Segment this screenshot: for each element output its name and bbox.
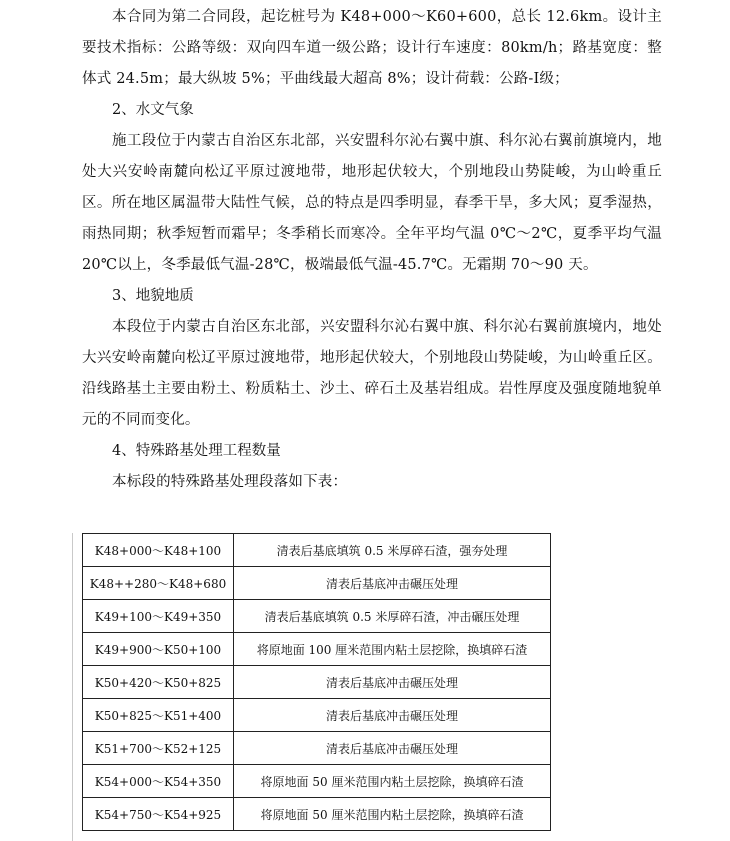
table-cell-range: K49+100～K49+350 — [83, 600, 234, 633]
table-cell-treatment: 将原地面 100 厘米范围内粘土层挖除，换填碎石渣 — [234, 633, 551, 666]
table-cell-range: K54+750～K54+925 — [83, 798, 234, 831]
paragraph-landform-geology: 本段位于内蒙古自治区东北部，兴安盟科尔沁右翼中旗、科尔沁右翼前旗境内，地处大兴安岭南麓向松辽平原过渡地带，地形起伏较大，个别地段山势陡峻，为山岭重丘区。沿线路基土主要由粉土、粉质粘土、沙土、碎石土及基岩组成。岩性厚度及强度随地貌单元的不同而变化。 — [82, 319, 662, 428]
table-cell-treatment: 清表后基底填筑 0.5 米厚碎石渣，强夯处理 — [234, 534, 551, 567]
table-row — [83, 765, 551, 798]
table-cell-range: K54+000～K54+350 — [83, 765, 234, 798]
table-cell-treatment: 清表后基底冲击碾压处理 — [234, 732, 551, 765]
paragraph-table-intro: 本标段的特殊路基处理段落如下表： — [112, 474, 348, 490]
heading-landform-geology: 3、地貌地质 — [112, 288, 194, 304]
table-cell-treatment: 清表后基底冲击碾压处理 — [234, 699, 551, 732]
table-cell-treatment: 将原地面 50 厘米范围内粘土层挖除，换填碎石渣 — [234, 765, 551, 798]
table-row — [83, 732, 551, 765]
table-row — [83, 567, 551, 600]
table-row — [83, 699, 551, 732]
table-cell-range: K48++280～K48+680 — [83, 567, 234, 600]
table-row — [83, 600, 551, 633]
table-row — [83, 633, 551, 666]
table-cell-treatment: 清表后基底冲击碾压处理 — [234, 666, 551, 699]
table-cell-treatment: 清表后基底填筑 0.5 米厚碎石渣，冲击碾压处理 — [234, 600, 551, 633]
heading-hydrology-climate: 2、水文气象 — [112, 102, 194, 118]
table-row — [83, 666, 551, 699]
table-cell-range: K50+825～K51+400 — [83, 699, 234, 732]
page-margin-line — [72, 533, 73, 841]
body-text — [82, 2, 662, 498]
table-cell-range: K51+700～K52+125 — [83, 732, 234, 765]
table-row — [83, 534, 551, 567]
heading-special-subgrade: 4、特殊路基处理工程数量 — [112, 443, 281, 459]
paragraph-contract-overview: 本合同为第二合同段，起讫桩号为 K48+000～K60+600，总长 12.6km。设计主要技术指标：公路等级：双向四车道一级公路；设计行车速度：80km/h；路基宽度：整体式 24.5m；最大纵坡 5%；平曲线最大超高 8%；设计荷载：公路-Ⅰ级； — [82, 9, 662, 87]
table-cell-treatment: 将原地面 50 厘米范围内粘土层挖除，换填碎石渣 — [234, 798, 551, 831]
table-cell-range: K50+420～K50+825 — [83, 666, 234, 699]
special-subgrade-table — [82, 533, 551, 831]
table-cell-range: K49+900～K50+100 — [83, 633, 234, 666]
table-cell-treatment: 清表后基底冲击碾压处理 — [234, 567, 551, 600]
table-cell-range: K48+000～K48+100 — [83, 534, 234, 567]
table-row — [83, 798, 551, 831]
paragraph-hydrology-climate: 施工段位于内蒙古自治区东北部，兴安盟科尔沁右翼中旗、科尔沁右翼前旗境内，地处大兴安岭南麓向松辽平原过渡地带，地形起伏较大，个别地段山势陡峻，为山岭重丘区。所在地区属温带大陆性气候，总的特点是四季明显，春季干旱，多大风；夏季湿热，雨热同期；秋季短暂而霜早；冬季稍长而寒冷。全年平均气温 0℃～2℃，夏季平均气温 20℃以上，冬季最低气温-28℃，极端最低气温-45.7℃。无霜期 70～90 天。 — [82, 133, 662, 273]
